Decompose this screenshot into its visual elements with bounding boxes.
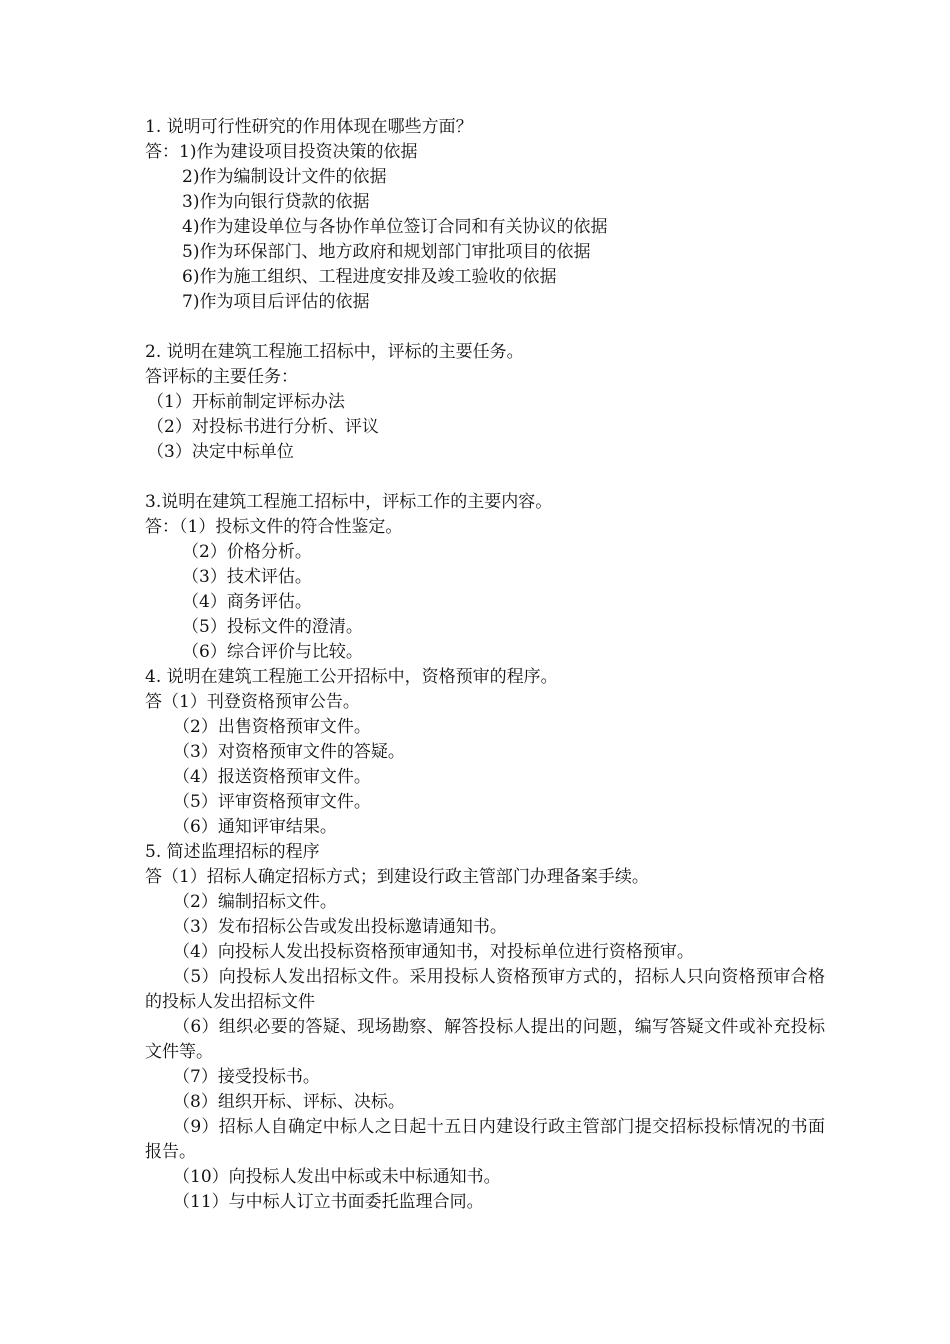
answer-1-item: 7)作为项目后评估的依据 (182, 292, 370, 312)
question-1: 1. 说明可行性研究的作用体现在哪些方面？ (145, 117, 473, 137)
answer-4-item: （5）评审资格预审文件。 (173, 792, 371, 812)
answer-3-lead: 答：（1）投标文件的符合性鉴定。 (145, 517, 403, 537)
answer-1-item: 6)作为施工组织、工程进度安排及竣工验收的依据 (182, 267, 557, 287)
answer-4-lead: 答（1）刊登资格预审公告。 (145, 692, 360, 712)
answer-5-item: （10）向投标人发出中标或未中标通知书。 (173, 1167, 501, 1187)
answer-4-item: （6）通知评审结果。 (173, 817, 337, 837)
answer-1-item: 4)作为建设单位与各协作单位签订合同和有关协议的依据 (182, 217, 608, 237)
answer-5-item: （2）编制招标文件。 (173, 892, 337, 912)
question-4: 4. 说明在建筑工程施工公开招标中，资格预审的程序。 (145, 667, 558, 687)
answer-5-item: （3）发布招标公告或发出投标邀请通知书。 (173, 917, 507, 937)
answer-1-item: 2)作为编制设计文件的依据 (182, 167, 387, 187)
question-3: 3.说明在建筑工程施工招标中，评标工作的主要内容。 (145, 492, 553, 512)
answer-1-item: 3)作为向银行贷款的依据 (182, 192, 370, 212)
question-5: 5. 简述监理招标的程序 (145, 842, 320, 862)
document-page (145, 115, 825, 1215)
paragraph-gap (145, 465, 825, 490)
answer-5-item: （11）与中标人订立书面委托监理合同。 (173, 1192, 484, 1212)
answer-5-item: （8）组织开标、评标、决标。 (173, 1092, 405, 1112)
answer-2-item: （2）对投标书进行分析、评议 (147, 417, 379, 437)
answer-5-item: （5）向投标人发出招标文件。采用投标人资格预审方式的，招标人只向资格预审合格的投标人发出招标文件 (145, 967, 825, 1012)
answer-2-lead: 答评标的主要任务： (145, 367, 298, 387)
question-2: 2. 说明在建筑工程施工招标中，评标的主要任务。 (145, 342, 524, 362)
answer-2-item: （1）开标前制定评标办法 (147, 392, 345, 412)
paragraph-gap (145, 315, 825, 340)
answer-3-item: （2）价格分析。 (182, 542, 312, 562)
answer-1-lead: 答：1)作为建设项目投资决策的依据 (145, 142, 418, 162)
answer-4-item: （2）出售资格预审文件。 (173, 717, 371, 737)
answer-5-item: （9）招标人自确定中标人之日起十五日内建设行政主管部门提交招标投标情况的书面报告。 (145, 1117, 825, 1162)
answer-2-item: （3）决定中标单位 (147, 442, 294, 462)
answer-3-item: （5）投标文件的澄清。 (182, 617, 363, 637)
answer-5-item: （6）组织必要的答疑、现场勘察、解答投标人提出的问题，编写答疑文件或补充投标文件等。 (145, 1017, 825, 1062)
answer-3-item: （3）技术评估。 (182, 567, 312, 587)
answer-1-item: 5)作为环保部门、地方政府和规划部门审批项目的依据 (182, 242, 591, 262)
answer-5-item: （7）接受投标书。 (173, 1067, 320, 1087)
answer-4-item: （4）报送资格预审文件。 (173, 767, 371, 787)
answer-5-item: （4）向投标人发出投标资格预审通知书，对投标单位进行资格预审。 (173, 942, 694, 962)
answer-5-lead: 答（1）招标人确定招标方式；到建设行政主管部门办理备案手续。 (145, 867, 649, 887)
answer-3-item: （4）商务评估。 (182, 592, 312, 612)
answer-3-item: （6）综合评价与比较。 (182, 642, 363, 662)
answer-4-item: （3）对资格预审文件的答疑。 (173, 742, 405, 762)
